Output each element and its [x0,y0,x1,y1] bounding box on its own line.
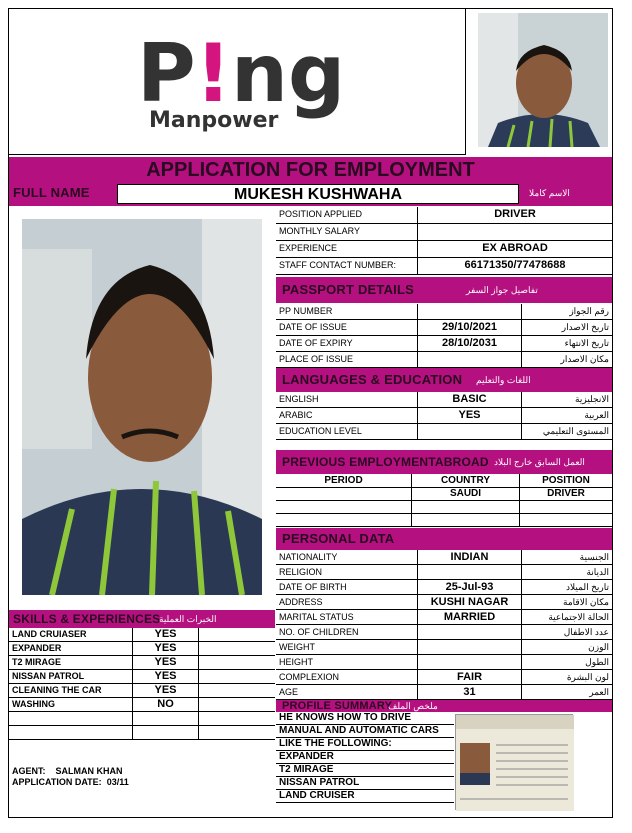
field-label: AGE [276,685,418,699]
table-row [276,320,612,336]
field-label: NATIONALITY [276,550,418,564]
profile-header-label: PROFILE SUMMARY [282,700,393,712]
table-row [276,610,612,625]
skill-value: YES [133,684,199,697]
skill-row [9,642,275,656]
skill-label: CLEANING THE CAR [9,684,133,697]
languages-header-ar: اللغات والتعليم [476,375,531,385]
field-label-ar: الجنسية [579,552,609,562]
field-label-ar: تاريخ الميلاد [566,582,609,592]
previous-period [276,501,412,513]
profile-header [276,700,612,712]
field-value: 25-Jul-93 [418,580,522,594]
skill-value: YES [133,656,199,669]
table-row [276,488,612,501]
logo-sub: Manpower [149,108,279,133]
full-name-ar: الاسم كاملا [529,188,570,198]
field-label: ENGLISH [276,392,418,407]
field-label: STAFF CONTACT NUMBER: [276,258,418,274]
skill-label [9,712,133,725]
field-label: RELIGION [276,565,418,579]
table-row [276,550,612,565]
column-header: COUNTRY [412,474,520,487]
previous-position: DRIVER [547,488,585,499]
agent-name: SALMAN KHAN [55,766,123,776]
field-label: DATE OF EXPIRY [276,336,418,351]
skill-extra [199,684,275,697]
field-label-ar: عدد الاطفال [563,627,609,637]
table-row [276,580,612,595]
field-value: EX ABROAD [482,242,548,254]
field-label: ADDRESS [276,595,418,609]
skill-row [9,698,275,712]
field-value [418,625,522,639]
field-label: EXPERIENCE [276,241,418,257]
field-label: HEIGHT [276,655,418,669]
skill-label: NISSAN PATROL [9,670,133,683]
personal-header [276,528,612,550]
skill-value: YES [133,628,199,641]
page-title: APPLICATION FOR EMPLOYMENT [9,157,612,182]
full-name-label: FULL NAME [13,185,90,200]
field-value: INDIAN [418,550,522,564]
skill-value: NO [133,698,199,711]
field-value [418,304,522,319]
skill-extra [199,712,275,725]
field-label: MONTHLY SALARY [276,224,418,240]
field-label: DATE OF BIRTH [276,580,418,594]
skill-label: LAND CRUIASER [9,628,133,641]
passport-header [276,277,612,303]
field-label: DATE OF ISSUE [276,320,418,335]
field-label: WEIGHT [276,640,418,654]
previous-period [276,514,412,526]
profile-header-ar: ملخص الملف [388,701,438,711]
skills-table [9,628,275,740]
field-label: NO. OF CHILDREN [276,625,418,639]
field-label-ar: العربية [584,410,609,420]
skill-row [9,670,275,684]
previous-header [276,450,612,474]
table-row [276,304,612,320]
previous-period [276,488,412,500]
portrait-photo-large [22,219,262,595]
table-row [276,640,612,655]
field-label-ar: تاريخ الانتهاء [564,338,609,348]
field-label: EDUCATION LEVEL [276,424,418,439]
previous-country [412,514,520,526]
field-value: 66171350/77478688 [464,259,566,271]
skill-label: T2 MIRAGE [9,656,133,669]
table-row [276,595,612,610]
previous-country: SAUDI [412,488,520,500]
table-row [276,392,612,408]
position-row [276,258,612,275]
field-value: YES [418,408,522,423]
table-row [276,424,612,440]
field-value [418,424,522,439]
skill-extra [199,670,275,683]
agent-info [12,766,272,788]
field-label: COMPLEXION [276,670,418,684]
position-row [276,224,612,241]
logo [9,9,466,155]
personal-table [276,550,612,700]
previous-country [412,501,520,513]
skill-row [9,684,275,698]
skill-extra [199,726,275,739]
field-value [418,640,522,654]
skills-header-label: SKILLS & EXPERIENCES [13,612,161,626]
table-row [276,670,612,685]
table-row [276,501,612,514]
field-label: POSITION APPLIED [276,207,418,223]
field-label-ar: الطول [585,657,609,667]
field-label-ar: رقم الجواز [569,306,609,316]
skill-extra [199,628,275,641]
field-value: DRIVER [494,208,536,220]
application-date-value: 03/11 [106,777,129,787]
id-card-image [455,714,573,810]
passport-header-label: PASSPORT DETAILS [282,282,415,297]
field-label-ar: الوزن [588,642,609,652]
skill-label [9,726,133,739]
skill-row [9,628,275,642]
profile-line: T2 MIRAGE [276,764,454,777]
previous-position [520,501,612,513]
field-label-ar: مكان الاصدار [560,354,609,364]
table-row [276,408,612,424]
field-label-ar: الانجليزية [575,394,609,404]
agent-label: AGENT: [12,766,46,776]
previous-position [520,514,612,526]
table-row [276,336,612,352]
application-date-label: APPLICATION DATE: [12,777,102,787]
skill-extra [199,642,275,655]
skill-row [9,656,275,670]
position-row [276,241,612,258]
field-value: BASIC [418,392,522,407]
table-row [276,514,612,527]
field-label-ar: لون البشرة [566,672,609,682]
field-value: KUSHI NAGAR [418,595,522,609]
field-value [418,655,522,669]
column-header: POSITION [542,475,590,486]
field-value: 29/10/2021 [418,320,522,335]
field-label-ar: المستوى التعليمي [542,426,609,436]
skills-header [9,610,275,628]
field-label: ARABIC [276,408,418,423]
table-row [276,625,612,640]
field-value: MARRIED [418,610,522,624]
personal-header-label: PERSONAL DATA [282,531,395,546]
position-section [276,207,612,277]
position-row [276,207,612,224]
field-value: 28/10/2031 [418,336,522,351]
portrait-photo-small [478,13,608,147]
column-header: PERIOD [276,474,412,487]
field-label-ar: العمر [589,687,609,697]
field-value [418,565,522,579]
profile-lines [276,712,454,816]
passport-header-ar: تفاصيل جواز السفر [466,285,538,295]
skill-row [9,726,275,740]
field-label: PLACE OF ISSUE [276,352,418,367]
svg-text:ng: ng [231,27,346,120]
field-label-ar: تاريخ الاصدار [561,322,609,332]
svg-text:!: ! [195,27,232,120]
languages-header-label: LANGUAGES & EDUCATION [282,372,463,387]
skill-value: YES [133,670,199,683]
skill-value [133,726,199,739]
profile-line: LIKE THE FOLLOWING: [276,738,454,751]
previous-header-ar: العمل السابق خارج البلاد [494,457,585,467]
previous-header-label: PREVIOUS EMPLOYMENTABROAD [282,455,489,469]
field-value [418,224,612,240]
table-row [276,352,612,368]
profile-line: LAND CRUISER [276,790,454,803]
logo-word: P [137,27,196,120]
languages-header [276,368,612,392]
profile-line: EXPANDER [276,751,454,764]
skill-label: WASHING [9,698,133,711]
field-label-ar: الحالة الاجتماعية [548,612,609,622]
previous-table [276,474,612,528]
skill-value [133,712,199,725]
full-name-row [9,182,612,206]
table-row [276,655,612,670]
field-value: 31 [418,685,522,699]
skill-value: YES [133,642,199,655]
skills-header-ar: الخبرات العملية [159,614,217,624]
field-label-ar: الديانة [586,567,609,577]
languages-table [276,392,612,450]
skill-label: EXPANDER [9,642,133,655]
field-label: MARITAL STATUS [276,610,418,624]
skill-row [9,712,275,726]
profile-line: HE KNOWS HOW TO DRIVE [276,712,454,725]
profile-line: NISSAN PATROL [276,777,454,790]
table-row [276,565,612,580]
full-name-value: MUKESH KUSHWAHA [117,184,519,204]
profile-line: MANUAL AND AUTOMATIC CARS [276,725,454,738]
field-value [418,352,522,367]
field-label: PP NUMBER [276,304,418,319]
field-value: FAIR [418,670,522,684]
passport-table [276,304,612,368]
skill-extra [199,698,275,711]
field-label-ar: مكان الاقامة [563,597,609,607]
skill-extra [199,656,275,669]
previous-col-headers [276,474,612,488]
